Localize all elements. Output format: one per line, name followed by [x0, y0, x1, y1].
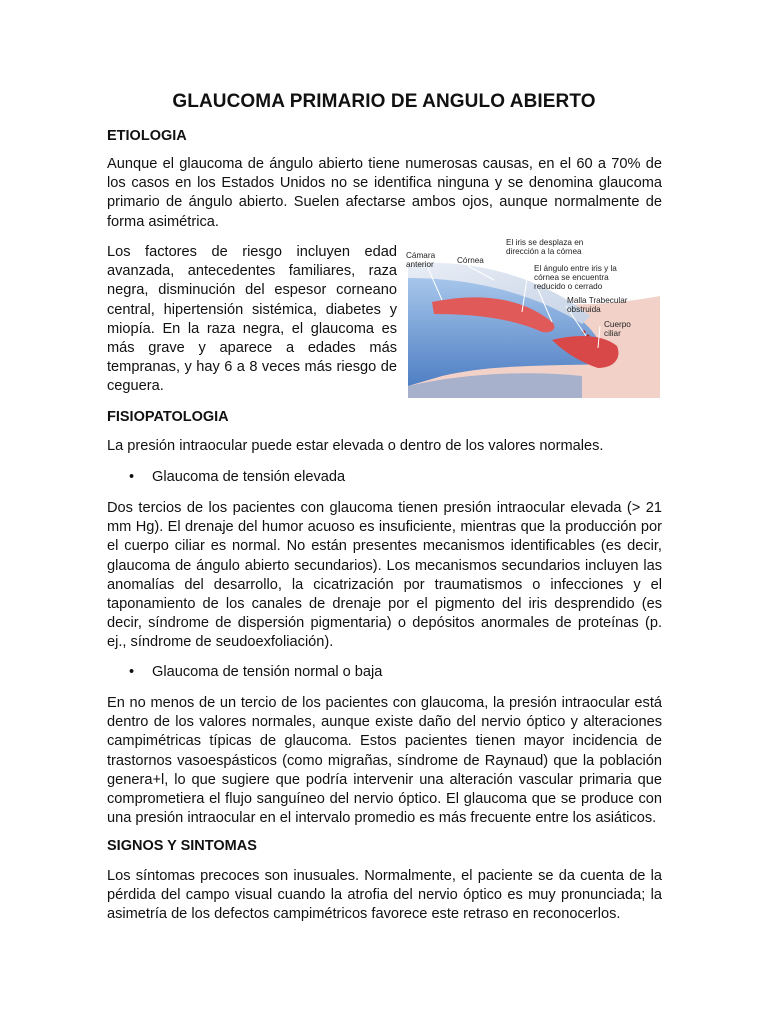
label-iris-desplaza-2: dirección a la córnea	[506, 247, 582, 256]
heading-etiologia: ETIOLOGIA	[107, 128, 187, 144]
bullet-dot: •	[129, 469, 135, 485]
bullet-tension-normal-text: Glaucoma de tensión normal o baja	[152, 664, 383, 680]
eye-angle-diagram	[402, 236, 660, 398]
eye-angle-illustration	[402, 236, 660, 398]
label-cornea: Córnea	[457, 256, 484, 265]
label-cuerpo-ciliar: Cuerpo	[604, 320, 631, 329]
bullet-tension-elevada	[129, 469, 345, 485]
bullet-tension-elevada-text: Glaucoma de tensión elevada	[152, 469, 346, 485]
label-camara-anterior: Cámara	[406, 251, 436, 260]
label-angulo-2: córnea se encuentra	[534, 273, 609, 282]
bullet-tension-normal	[129, 664, 382, 680]
label-cuerpo-ciliar-2: ciliar	[604, 329, 621, 338]
label-angulo: El ángulo entre iris y la	[534, 264, 617, 273]
paragraph-etiologia-2: Los factores de riesgo incluyen edad avanzada, antecedentes familiares, raza negra, disminución del espesor corneano central, hipertensión sistémica, diabetes y miopía. En la raza negra, el glaucoma es más grave y aparece a edades más tempranas, y hay 6 a 8 veces más riesgo de ceguera.	[107, 244, 397, 395]
label-iris-desplaza: El iris se desplaza en	[506, 238, 584, 247]
paragraph-etiologia-1: Aunque el glaucoma de ángulo abierto tiene numerosas causas, en el 60 a 70% de los casos en los Estados Unidos no se identifica ninguna y se denomina glaucoma primario de ángulo abierto. Suelen afectarse ambos ojos, aunque normalmente de forma asimétrica.	[107, 156, 662, 230]
heading-signos-sintomas: SIGNOS Y SINTOMAS	[107, 838, 257, 854]
label-malla-trabecular: Malla Trabecular	[567, 296, 628, 305]
label-angulo-3: reducido o cerrado	[534, 282, 603, 291]
heading-fisiopatologia: FISIOPATOLOGIA	[107, 409, 229, 425]
page-title: GLAUCOMA PRIMARIO DE ANGULO ABIERTO	[172, 91, 596, 112]
paragraph-fisiopatologia-2: Dos tercios de los pacientes con glaucoma tienen presión intraocular elevada (> 21 mm Hg). El drenaje del humor acuoso es insuficiente, mientras que la producción por el cuerpo ciliar es normal. No están presentes mecanismos identificables (es decir, glaucoma de ángulo abierto secundarios). Los mecanismos secundarios incluyen las anomalías del desarrollo, la cicatrización por traumatismos o infecciones y el taponamiento de los canales de drenaje por el pigmento del iris desprendido (es decir, síndrome de dispersión pigmentaria) o depósitos anormales de proteínas (p. ej., síndrome de seudoexfoliación).	[107, 500, 662, 651]
paragraph-signos-1: Los síntomas precoces son inusuales. Normalmente, el paciente se da cuenta de la pérdida del campo visual cuando la atrofia del nervio óptico es muy pronunciada; la asimetría de los defectos campimétricos favorece este retraso en reconocerlos.	[107, 868, 662, 923]
bullet-dot: •	[129, 664, 135, 680]
label-malla-trabecular-2: obstruida	[567, 305, 601, 314]
paragraph-fisiopatologia-3: En no menos de un tercio de los pacientes con glaucoma, la presión intraocular está dentro de los valores normales, aunque existe daño del nervio óptico y alteraciones campimétricas típicas de glaucoma. Estos pacientes tienen mayor incidencia de trastornos vasoespásticos (como migrañas, síndrome de Raynaud) que la población genera+l, lo que sugiere que podría intervenir una alteración vascular primaria que comprometiera el flujo sanguíneo del nervio óptico. El glaucoma que se produce con una presión intraocular en el intervalo promedio es más frecuente entre los asiáticos.	[107, 695, 662, 827]
paragraph-fisiopatologia-1: La presión intraocular puede estar elevada o dentro de los valores normales.	[107, 438, 604, 454]
label-camara-anterior-2: anterior	[406, 260, 434, 269]
